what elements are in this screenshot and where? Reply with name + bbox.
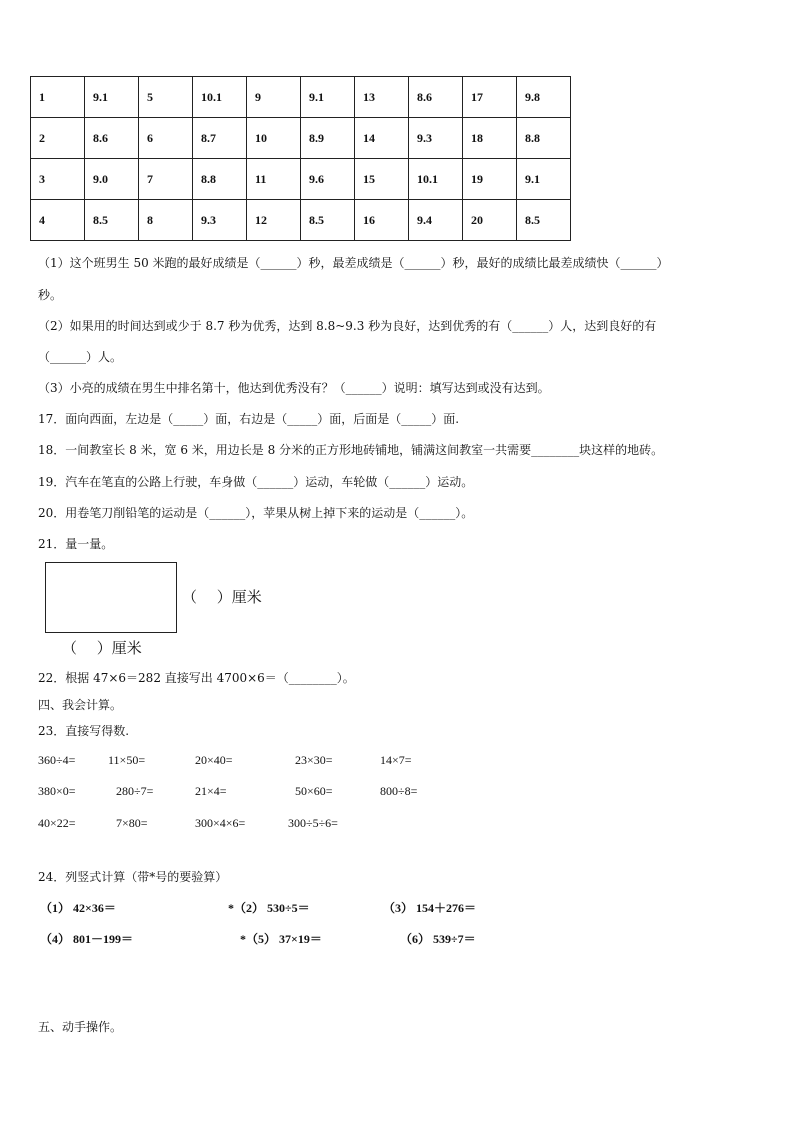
calc-item: 40×22= <box>38 816 76 830</box>
score-cell: 8.6 <box>409 77 463 118</box>
student-number-cell: 3 <box>31 159 85 200</box>
student-number-cell: 4 <box>31 200 85 241</box>
student-number-cell: 10 <box>247 118 301 159</box>
q16-part2-line1: （2）如果用的时间达到或少于 8.7 秒为优秀，达到 8.8~9.3 秒为良好，达到优秀的有（______）人，达到良好的有 <box>38 319 657 333</box>
vertical-calc-item: （1） 42×36＝ <box>40 901 116 915</box>
calc-item: 50×60= <box>295 784 333 798</box>
score-cell: 8.9 <box>301 118 355 159</box>
student-number-cell: 13 <box>355 77 409 118</box>
question-21-title: 21．量一量。 <box>38 537 114 551</box>
question-22: 22．根据 47×6＝282 直接写出 4700×6＝（________）。 <box>38 671 355 685</box>
score-cell: 8.7 <box>193 118 247 159</box>
score-cell: 9.6 <box>301 159 355 200</box>
calc-item: 800÷8= <box>380 784 418 798</box>
table-row <box>31 159 571 200</box>
table-row <box>31 118 571 159</box>
student-number-cell: 14 <box>355 118 409 159</box>
table-row <box>31 77 571 118</box>
q16-part1-line1: （1）这个班男生 50 米跑的最好成绩是（______）秒，最差成绩是（______）秒，最好的成绩比最差成绩快（______） <box>38 256 669 270</box>
calc-item: 23×30= <box>295 753 333 767</box>
student-number-cell: 19 <box>463 159 517 200</box>
student-number-cell: 5 <box>139 77 193 118</box>
q16-part3: （3）小亮的成绩在男生中排名第十，他达到优秀没有？（______）说明：填写达到或没有达到。 <box>38 381 550 395</box>
student-number-cell: 9 <box>247 77 301 118</box>
student-number-cell: 15 <box>355 159 409 200</box>
table-row <box>31 200 571 241</box>
calc-item: 20×40= <box>195 753 233 767</box>
calc-item: 300÷5÷6= <box>288 816 338 830</box>
student-number-cell: 6 <box>139 118 193 159</box>
calc-item: 21×4= <box>195 784 227 798</box>
question-17: 17．面向西面，左边是（_____）面，右边是（_____）面，后面是（_____）面. <box>38 412 460 426</box>
question-18: 18．一间教室长 8 米，宽 6 米，用边长是 8 分米的正方形地砖铺地，铺满这间教室一共需要________块这样的地砖。 <box>38 443 664 457</box>
question-20: 20．用卷笔刀削铅笔的运动是（______），苹果从树上掉下来的运动是（______）。 <box>38 506 474 520</box>
score-cell: 10.1 <box>409 159 463 200</box>
student-number-cell: 2 <box>31 118 85 159</box>
score-cell: 8.8 <box>517 118 571 159</box>
student-number-cell: 17 <box>463 77 517 118</box>
vertical-calc-item: （3） 154＋276＝ <box>383 901 477 915</box>
score-cell: 9.4 <box>409 200 463 241</box>
student-number-cell: 7 <box>139 159 193 200</box>
score-cell: 9.1 <box>301 77 355 118</box>
calc-item: 14×7= <box>380 753 412 767</box>
section-5-heading: 五、动手操作。 <box>38 1020 123 1034</box>
score-cell: 9.8 <box>517 77 571 118</box>
calc-item: 7×80= <box>116 816 148 830</box>
score-cell: 8.6 <box>85 118 139 159</box>
score-table <box>30 76 571 241</box>
question-23-title: 23．直接写得数. <box>38 724 130 738</box>
student-number-cell: 8 <box>139 200 193 241</box>
question-19: 19．汽车在笔直的公路上行驶，车身做（______）运动，车轮做（______）运动。 <box>38 475 474 489</box>
rect-width-label: （ ）厘米 <box>62 639 142 657</box>
vertical-calc-item: *（5） 37×19＝ <box>240 932 322 946</box>
student-number-cell: 11 <box>247 159 301 200</box>
q16-part1-line2: 秒。 <box>38 288 63 302</box>
question-24-title: 24．列竖式计算（带*号的要验算） <box>38 870 228 884</box>
calc-item: 280÷7= <box>116 784 154 798</box>
score-cell: 8.5 <box>301 200 355 241</box>
vertical-calc-item: （4） 801－199＝ <box>40 932 134 946</box>
calc-item: 360÷4= <box>38 753 76 767</box>
score-cell: 9.1 <box>517 159 571 200</box>
score-cell: 8.5 <box>85 200 139 241</box>
calc-item: 11×50= <box>108 753 146 767</box>
student-number-cell: 16 <box>355 200 409 241</box>
calc-item: 300×4×6= <box>195 816 246 830</box>
score-cell: 9.1 <box>85 77 139 118</box>
score-cell: 8.5 <box>517 200 571 241</box>
q16-part2-line2: （______）人。 <box>38 350 123 364</box>
score-cell: 10.1 <box>193 77 247 118</box>
score-cell: 9.3 <box>409 118 463 159</box>
score-cell: 8.8 <box>193 159 247 200</box>
rect-height-label: （ ）厘米 <box>182 588 262 606</box>
student-number-cell: 12 <box>247 200 301 241</box>
score-cell: 9.0 <box>85 159 139 200</box>
score-cell: 9.3 <box>193 200 247 241</box>
student-number-cell: 20 <box>463 200 517 241</box>
student-number-cell: 1 <box>31 77 85 118</box>
student-number-cell: 18 <box>463 118 517 159</box>
vertical-calc-item: *（2） 530÷5＝ <box>228 901 310 915</box>
measure-rectangle <box>45 562 177 633</box>
vertical-calc-item: （6） 539÷7＝ <box>400 932 476 946</box>
calc-item: 380×0= <box>38 784 76 798</box>
section-4-heading: 四、我会计算。 <box>38 698 123 712</box>
